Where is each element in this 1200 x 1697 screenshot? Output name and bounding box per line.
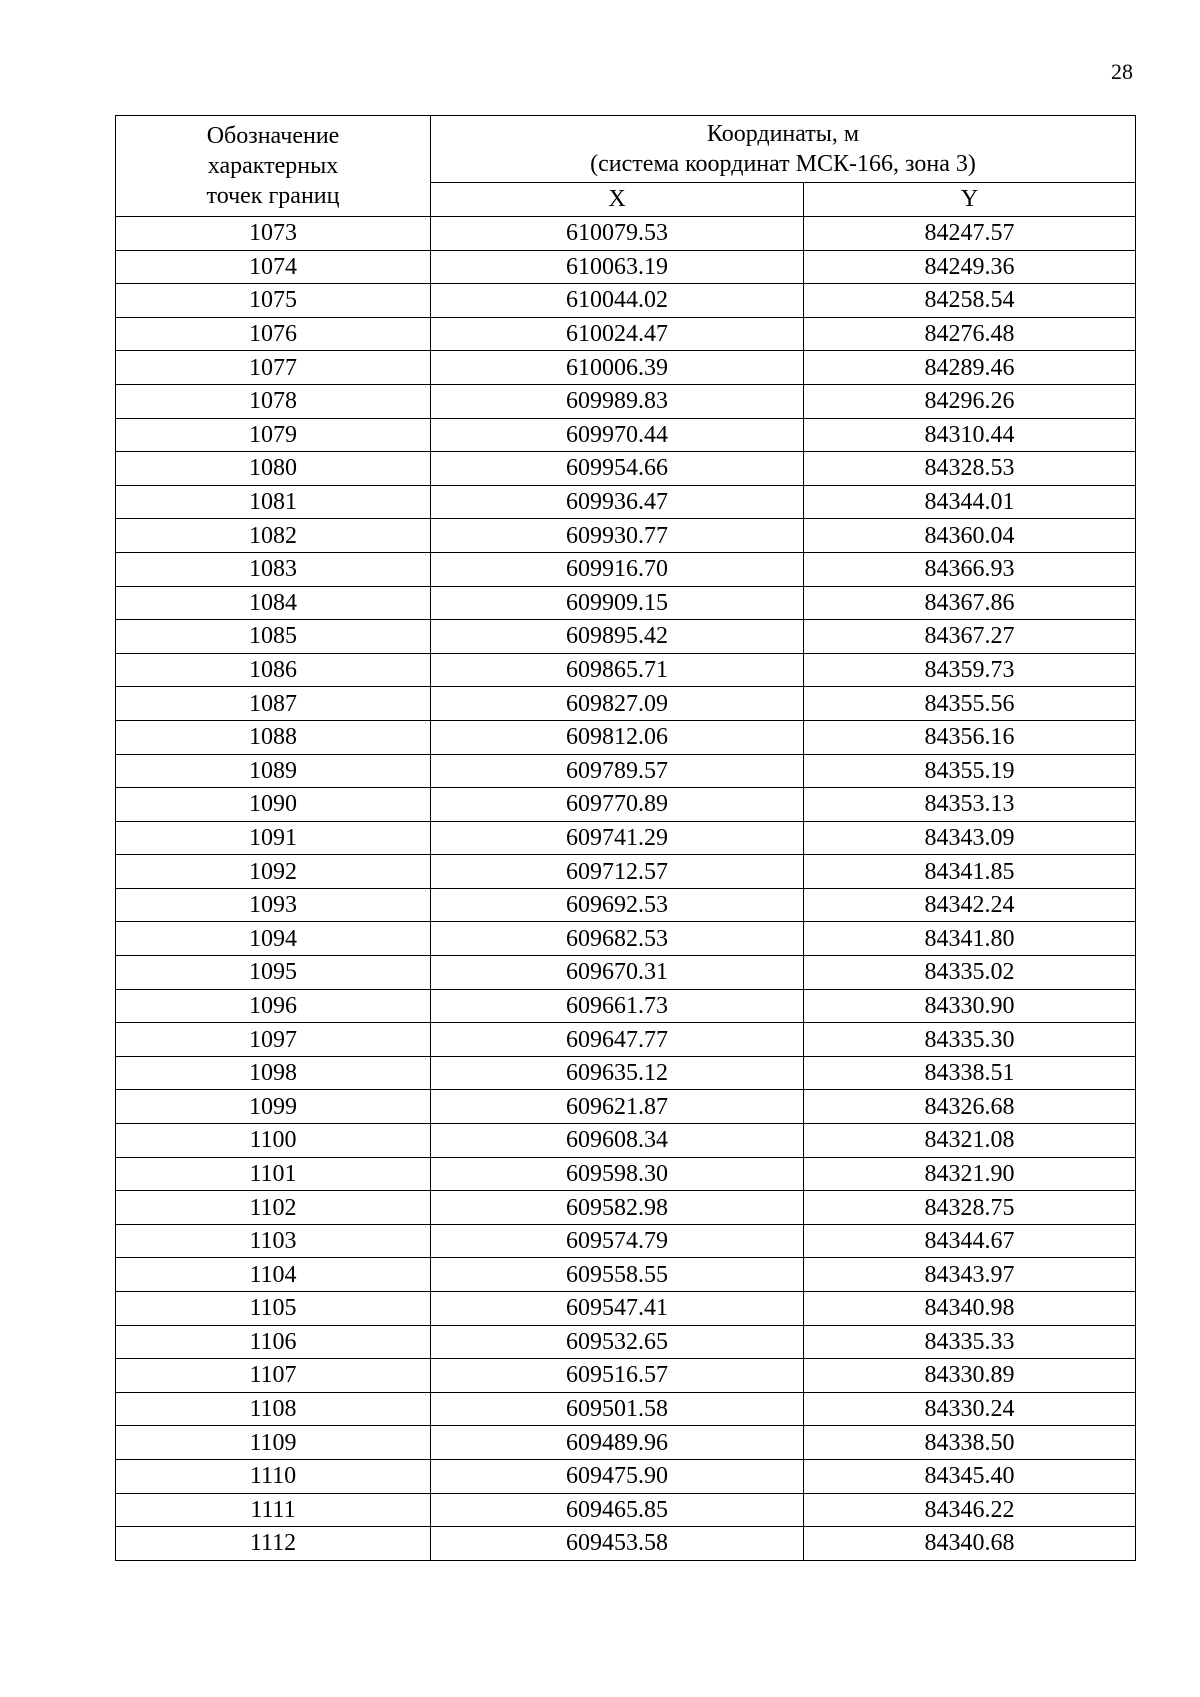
table-row [116,1157,1136,1191]
y-coordinate-cell: 84359.73 [804,653,1136,687]
y-coordinate-cell: 84344.67 [804,1224,1136,1258]
y-coordinate-cell: 84355.19 [804,754,1136,788]
table-row [116,1224,1136,1258]
table-row [116,922,1136,956]
table-row [116,653,1136,687]
table-row [116,687,1136,721]
point-id-cell: 1105 [116,1292,431,1326]
x-coordinate-cell: 609635.12 [431,1056,804,1090]
y-coordinate-cell: 84321.90 [804,1157,1136,1191]
x-coordinate-cell: 609827.09 [431,687,804,721]
point-id-cell: 1086 [116,653,431,687]
table-row [116,1090,1136,1124]
x-coordinate-cell: 609812.06 [431,720,804,754]
x-coordinate-cell: 609895.42 [431,620,804,654]
y-coordinate-cell: 84341.85 [804,855,1136,889]
point-id-cell: 1093 [116,888,431,922]
y-coordinate-cell: 84340.68 [804,1527,1136,1561]
table-row [116,586,1136,620]
point-id-cell: 1101 [116,1157,431,1191]
y-coordinate-cell: 84310.44 [804,418,1136,452]
y-coordinate-cell: 84330.90 [804,989,1136,1023]
x-coordinate-cell: 610024.47 [431,317,804,351]
table-row [116,855,1136,889]
coordinates-table [115,115,1136,1561]
x-coordinate-cell: 609547.41 [431,1292,804,1326]
header-point-line: Обозначение [206,123,340,149]
point-id-cell: 1076 [116,317,431,351]
point-id-cell: 1077 [116,351,431,385]
point-id-cell: 1080 [116,452,431,486]
x-coordinate-cell: 609621.87 [431,1090,804,1124]
point-id-cell: 1100 [116,1124,431,1158]
y-coordinate-cell: 84289.46 [804,351,1136,385]
table-row [116,1392,1136,1426]
x-coordinate-cell: 609770.89 [431,788,804,822]
x-coordinate-cell: 609989.83 [431,384,804,418]
point-id-cell: 1107 [116,1359,431,1393]
point-id-cell: 1073 [116,217,431,251]
y-coordinate-cell: 84338.50 [804,1426,1136,1460]
point-id-cell: 1074 [116,250,431,284]
point-id-cell: 1089 [116,754,431,788]
x-coordinate-cell: 609582.98 [431,1191,804,1225]
x-coordinate-cell: 609865.71 [431,653,804,687]
x-coordinate-cell: 609608.34 [431,1124,804,1158]
table-row [116,1056,1136,1090]
point-id-cell: 1090 [116,788,431,822]
header-point-designation [116,116,431,217]
y-coordinate-cell: 84367.27 [804,620,1136,654]
point-id-cell: 1094 [116,922,431,956]
point-id-cell: 1087 [116,687,431,721]
x-coordinate-cell: 609475.90 [431,1459,804,1493]
x-coordinate-cell: 609682.53 [431,922,804,956]
table-row [116,351,1136,385]
table-row [116,1493,1136,1527]
table-row [116,989,1136,1023]
point-id-cell: 1082 [116,519,431,553]
point-id-cell: 1075 [116,284,431,318]
x-coordinate-cell: 609936.47 [431,485,804,519]
y-coordinate-cell: 84296.26 [804,384,1136,418]
point-id-cell: 1083 [116,552,431,586]
x-coordinate-cell: 609692.53 [431,888,804,922]
y-coordinate-cell: 84330.89 [804,1359,1136,1393]
point-id-cell: 1104 [116,1258,431,1292]
x-coordinate-cell: 609465.85 [431,1493,804,1527]
y-coordinate-cell: 84326.68 [804,1090,1136,1124]
table-row [116,384,1136,418]
table-header [116,116,1136,217]
table-row [116,217,1136,251]
y-coordinate-cell: 84340.98 [804,1292,1136,1326]
y-coordinate-cell: 84328.75 [804,1191,1136,1225]
table-row [116,754,1136,788]
y-coordinate-cell: 84342.24 [804,888,1136,922]
y-coordinate-cell: 84343.09 [804,821,1136,855]
x-coordinate-cell: 609930.77 [431,519,804,553]
x-coordinate-cell: 609489.96 [431,1426,804,1460]
table-row [116,317,1136,351]
table-row [116,250,1136,284]
x-coordinate-cell: 609789.57 [431,754,804,788]
x-coordinate-cell: 609516.57 [431,1359,804,1393]
point-id-cell: 1109 [116,1426,431,1460]
point-id-cell: 1112 [116,1527,431,1561]
table-row [116,284,1136,318]
x-coordinate-cell: 609501.58 [431,1392,804,1426]
y-coordinate-cell: 84343.97 [804,1258,1136,1292]
table-row [116,485,1136,519]
x-coordinate-cell: 609741.29 [431,821,804,855]
table-row [116,1325,1136,1359]
point-id-cell: 1084 [116,586,431,620]
point-id-cell: 1106 [116,1325,431,1359]
y-coordinate-cell: 84335.30 [804,1023,1136,1057]
x-coordinate-cell: 610044.02 [431,284,804,318]
x-coordinate-cell: 609453.58 [431,1527,804,1561]
table-row [116,956,1136,990]
point-id-cell: 1102 [116,1191,431,1225]
point-id-cell: 1081 [116,485,431,519]
point-id-cell: 1108 [116,1392,431,1426]
x-coordinate-cell: 610006.39 [431,351,804,385]
y-coordinate-cell: 84346.22 [804,1493,1136,1527]
table-row [116,821,1136,855]
table-row [116,888,1136,922]
y-coordinate-cell: 84360.04 [804,519,1136,553]
point-id-cell: 1103 [116,1224,431,1258]
x-coordinate-cell: 610063.19 [431,250,804,284]
x-coordinate-cell: 609916.70 [431,552,804,586]
table-row [116,1191,1136,1225]
x-coordinate-cell: 609661.73 [431,989,804,1023]
header-point-line: характерных [207,153,339,179]
y-coordinate-cell: 84355.56 [804,687,1136,721]
x-coordinate-cell: 609954.66 [431,452,804,486]
table-row [116,1292,1136,1326]
x-coordinate-cell: 609670.31 [431,956,804,990]
table-row [116,1359,1136,1393]
point-id-cell: 1099 [116,1090,431,1124]
table-row [116,552,1136,586]
y-coordinate-cell: 84330.24 [804,1392,1136,1426]
table-row [116,1527,1136,1561]
table-row [116,418,1136,452]
table-row [116,1124,1136,1158]
y-coordinate-cell: 84335.33 [804,1325,1136,1359]
x-coordinate-cell: 609712.57 [431,855,804,889]
header-point-line: точек границ [206,183,340,209]
point-id-cell: 1078 [116,384,431,418]
table-body [116,217,1136,1561]
y-coordinate-cell: 84344.01 [804,485,1136,519]
header-coords-line: (система координат МСК-166, зона 3) [590,150,976,177]
point-id-cell: 1092 [116,855,431,889]
point-id-cell: 1091 [116,821,431,855]
y-coordinate-cell: 84249.36 [804,250,1136,284]
x-coordinate-cell: 609647.77 [431,1023,804,1057]
x-coordinate-cell: 610079.53 [431,217,804,251]
table-row [116,620,1136,654]
header-y: Y [804,182,1136,216]
table-row [116,1426,1136,1460]
y-coordinate-cell: 84258.54 [804,284,1136,318]
table-row [116,1258,1136,1292]
point-id-cell: 1098 [116,1056,431,1090]
table-row [116,788,1136,822]
y-coordinate-cell: 84335.02 [804,956,1136,990]
point-id-cell: 1095 [116,956,431,990]
table-row [116,519,1136,553]
point-id-cell: 1085 [116,620,431,654]
point-id-cell: 1096 [116,989,431,1023]
y-coordinate-cell: 84338.51 [804,1056,1136,1090]
header-coords-line: Координаты, м [706,120,860,147]
table-row [116,720,1136,754]
point-id-cell: 1111 [116,1493,431,1527]
x-coordinate-cell: 609532.65 [431,1325,804,1359]
y-coordinate-cell: 84367.86 [804,586,1136,620]
x-coordinate-cell: 609970.44 [431,418,804,452]
y-coordinate-cell: 84321.08 [804,1124,1136,1158]
y-coordinate-cell: 84345.40 [804,1459,1136,1493]
point-id-cell: 1088 [116,720,431,754]
y-coordinate-cell: 84353.13 [804,788,1136,822]
y-coordinate-cell: 84366.93 [804,552,1136,586]
point-id-cell: 1097 [116,1023,431,1057]
point-id-cell: 1079 [116,418,431,452]
y-coordinate-cell: 84247.57 [804,217,1136,251]
header-coordinates [431,116,1136,183]
point-id-cell: 1110 [116,1459,431,1493]
x-coordinate-cell: 609574.79 [431,1224,804,1258]
page-number: 28 [1111,59,1133,84]
header-x: X [431,182,804,216]
y-coordinate-cell: 84341.80 [804,922,1136,956]
x-coordinate-cell: 609598.30 [431,1157,804,1191]
table-row [116,1459,1136,1493]
y-coordinate-cell: 84276.48 [804,317,1136,351]
x-coordinate-cell: 609909.15 [431,586,804,620]
y-coordinate-cell: 84356.16 [804,720,1136,754]
x-coordinate-cell: 609558.55 [431,1258,804,1292]
table-row [116,452,1136,486]
y-coordinate-cell: 84328.53 [804,452,1136,486]
table-row [116,1023,1136,1057]
